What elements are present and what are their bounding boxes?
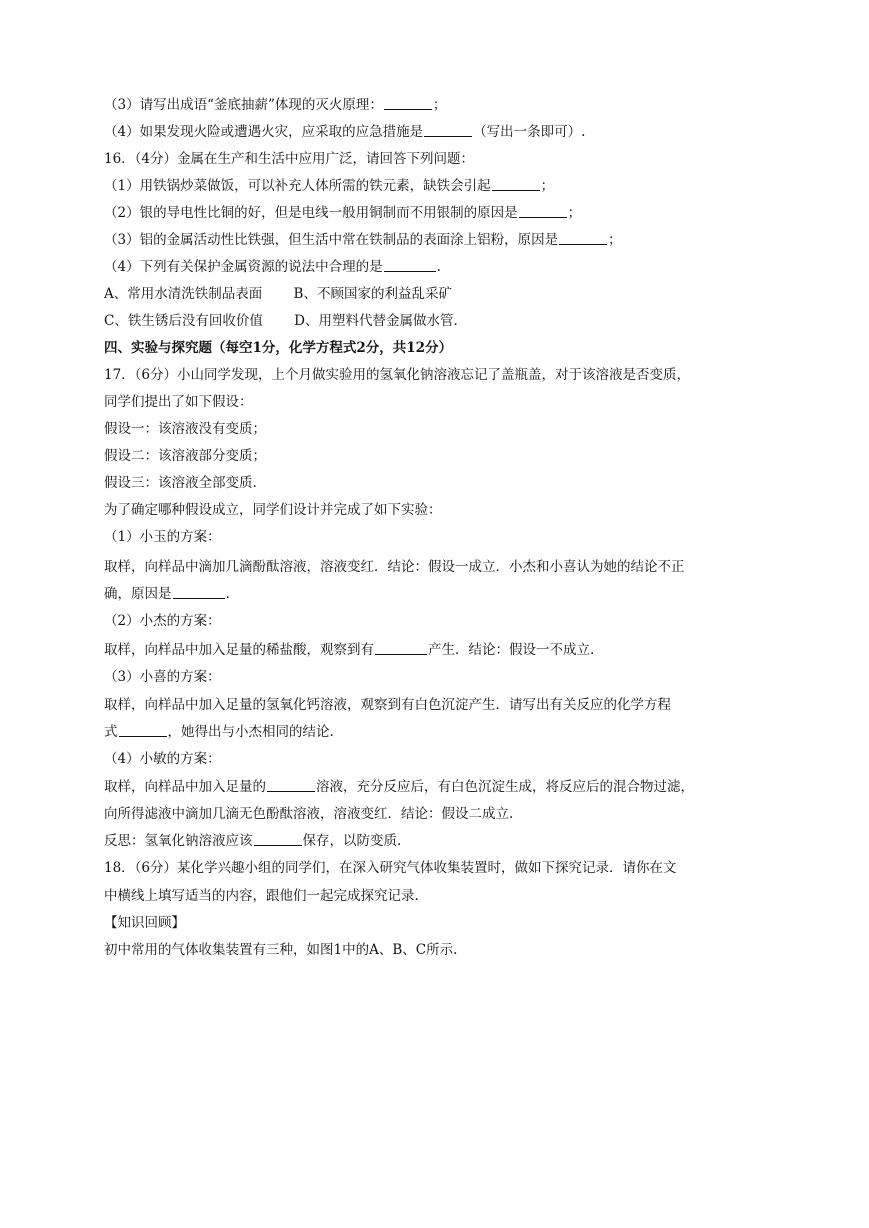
knowledge-review-text: 初中常用的气体收集装置有三种，如图1中的A、B、C所示. [104, 942, 458, 958]
question-text: （写出一条即可）. [473, 124, 586, 140]
question-text: 溶液，充分反应后，有白色沉淀生成，将反应后的混合物过滤， [316, 779, 694, 795]
answer-blank[interactable] [254, 831, 302, 846]
plan-3-text-line1: 取样，向样品中加入足量的氢氧化钙溶液，观察到有白色沉淀产生．请写出有关反应的化学方程 [104, 697, 671, 713]
question-text: （1）用铁锅炒菜做饭，可以补充人体所需的铁元素，缺铁会引起 [104, 178, 491, 194]
section-heading: 四、实验与探究题（每空1分，化学方程式2分，共12分） [104, 340, 453, 356]
question-text: 反思：氢氧化钠溶液应该 [104, 833, 253, 849]
options-c-d: C、铁生锈后没有回收价值 D、用塑料代替金属做水管. [104, 313, 458, 329]
plan-1-text-line1: 取样，向样品中滴加几滴酚酞溶液，溶液变红．结论：假设一成立．小杰和小喜认为她的结论不正 [104, 559, 685, 575]
question-16-3 [104, 230, 784, 250]
question-16-2 [104, 203, 784, 223]
question-18-heading-line1: 18．（6分）某化学兴趣小组的同学们，在深入研究气体收集装置时，做如下探究记录．请你在文 [104, 860, 677, 876]
question-text: （3）请写出成语“釜底抽薪”体现的灭火原理： [104, 97, 383, 113]
answer-blank[interactable] [267, 777, 315, 792]
experiment-intro: 为了确定哪种假设成立，同学们设计并完成了如下实验： [104, 502, 442, 518]
question-16-4 [104, 257, 784, 277]
hypothesis-3: 假设三：该溶液全部变质. [104, 475, 257, 491]
question-15-4 [104, 122, 784, 142]
question-text: （3）铝的金属活动性比铁强，但生活中常在铁制品的表面涂上铝粉，原因是 [104, 232, 559, 248]
question-text: 取样，向样品中加入足量的稀盐酸，观察到有 [104, 642, 374, 658]
plan-1-title: （1）小玉的方案： [104, 529, 221, 545]
question-text: ； [608, 232, 622, 248]
answer-blank[interactable] [173, 584, 225, 599]
question-text: 式 [104, 724, 118, 740]
answer-blank[interactable] [559, 230, 607, 245]
question-18-heading-line2: 中横线上填写适当的内容，跟他们一起完成探究记录. [104, 888, 419, 904]
question-text: ； [540, 178, 555, 194]
question-text: ； [432, 97, 447, 113]
plan-2-title: （2）小杰的方案： [104, 613, 221, 629]
options-a-b: A、常用水清洗铁制品表面 B、不顾国家的利益乱采矿 [104, 286, 452, 302]
plan-4-title: （4）小敏的方案： [104, 751, 221, 767]
question-text: ； [567, 205, 582, 221]
answer-blank[interactable] [384, 257, 436, 272]
question-17-heading-line1: 17．（6分）小山同学发现，上个月做实验用的氢氧化钠溶液忘记了盖瓶盖，对于该溶液是否变质， [104, 367, 691, 383]
answer-blank[interactable] [519, 203, 567, 218]
answer-blank[interactable] [375, 640, 427, 655]
knowledge-review-heading: 【知识回顾】 [104, 915, 185, 931]
question-15-3 [104, 95, 784, 115]
answer-blank[interactable] [492, 176, 540, 191]
question-text: （2）银的导电性比铜的好，但是电线一般用铜制而不用银制的原因是 [104, 205, 518, 221]
question-text: （4）如果发现火险或遭遇火灾，应采取的应急措施是 [104, 124, 424, 140]
hypothesis-2: 假设二：该溶液部分变质； [104, 448, 266, 464]
plan-4-text-line2: 向所得滤液中滴加几滴无色酚酞溶液，溶液变红．结论：假设二成立. [104, 806, 514, 822]
hypothesis-1: 假设一：该溶液没有变质； [104, 421, 266, 437]
answer-blank[interactable] [384, 95, 432, 110]
plan-3-title: （3）小喜的方案： [104, 669, 221, 685]
question-text: 产生．结论：假设一不成立. [428, 642, 595, 658]
question-16-1 [104, 176, 784, 196]
plan-1-text-line2 [104, 584, 784, 604]
question-text: （4）下列有关保护金属资源的说法中合理的是 [104, 259, 383, 275]
question-16-heading: 16．（4分）金属在生产和生活中应用广泛，请回答下列问题： [104, 151, 475, 167]
reflection [104, 831, 784, 851]
plan-3-text-line2 [104, 722, 784, 742]
question-text: ，她得出与小杰相同的结论. [167, 724, 334, 740]
question-text: 取样，向样品中加入足量的 [104, 779, 266, 795]
question-text: . [225, 586, 230, 602]
plan-2-text [104, 640, 784, 660]
question-17-heading-line2: 同学们提出了如下假设： [104, 394, 253, 410]
question-text: 保存，以防变质. [302, 833, 402, 849]
question-text: . [436, 259, 441, 275]
plan-4-text-line1 [104, 777, 784, 797]
question-text: 确，原因是 [104, 586, 172, 602]
answer-blank[interactable] [424, 122, 472, 137]
answer-blank[interactable] [119, 722, 167, 737]
